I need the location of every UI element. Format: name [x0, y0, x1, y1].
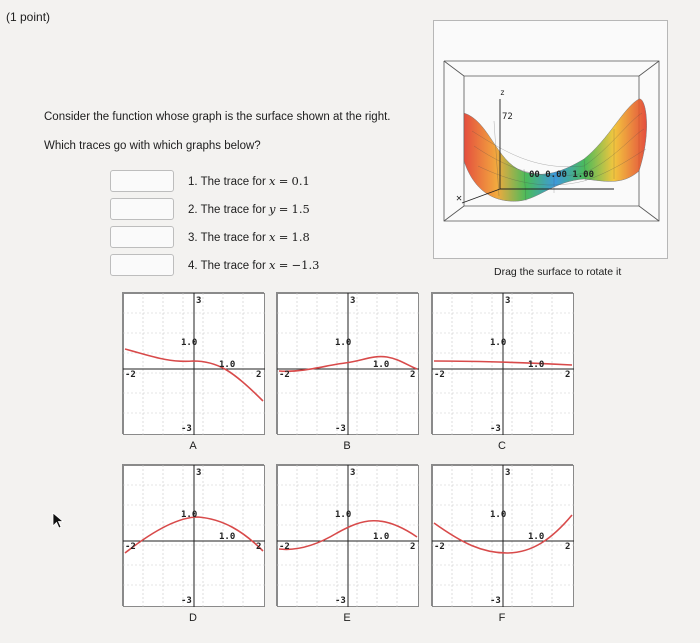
answer-input-4[interactable] — [110, 254, 174, 276]
tick-bottom: -3 — [490, 596, 501, 606]
graph-c — [431, 292, 575, 452]
tick-y-mid: 1.0 — [335, 510, 352, 520]
tick-x-max: 2 — [565, 370, 571, 380]
tick-x-max: 2 — [410, 370, 416, 380]
trace-plot — [432, 293, 574, 435]
trace-label-3: 3. The trace for x = 1.8 — [188, 230, 310, 244]
graph-frame — [276, 292, 418, 434]
tick-x-max: 2 — [256, 542, 262, 552]
z-axis-value: 72 — [502, 112, 513, 122]
tick-y-mid: 1.0 — [335, 338, 352, 348]
tick-x-max: 2 — [410, 542, 416, 552]
match-row-1 — [110, 168, 310, 194]
graph-f — [431, 464, 575, 624]
tick-bottom: -3 — [335, 596, 346, 606]
tick-top: 3 — [196, 468, 202, 478]
mouse-pointer-icon — [52, 512, 66, 535]
graph-b — [276, 292, 420, 452]
tick-x-min: -2 — [434, 542, 445, 552]
trace-plot — [123, 465, 265, 607]
points-label: (1 point) — [6, 10, 51, 24]
answer-input-2[interactable] — [110, 198, 174, 220]
tick-x-min: -2 — [125, 370, 136, 380]
tick-y-mid: 1.0 — [490, 338, 507, 348]
tick-x-min: -2 — [125, 542, 136, 552]
tick-x-min: -2 — [279, 542, 290, 552]
x-axis-marker: ✕ — [456, 193, 463, 204]
tick-bottom: -3 — [490, 424, 501, 434]
tick-x-max: 2 — [256, 370, 262, 380]
tick-x-right: 1.0 — [528, 532, 545, 542]
match-row-4 — [110, 252, 319, 278]
surface-plot[interactable] — [434, 21, 667, 258]
graph-frame — [122, 464, 264, 606]
graph-letter: E — [343, 612, 351, 624]
z-axis-label: z — [500, 88, 505, 97]
problem-statement: Consider the function whose graph is the surface shown at the right. — [44, 111, 391, 123]
drag-instruction: Drag the surface to rotate it — [494, 266, 622, 278]
tick-y-mid: 1.0 — [181, 510, 198, 520]
graph-frame — [431, 464, 573, 606]
axis-values: 00 0.00 1.00 — [529, 170, 595, 180]
tick-x-right: 1.0 — [528, 360, 545, 370]
trace-label-2: 2. The trace for y = 1.5 — [188, 202, 310, 216]
graph-frame — [276, 464, 418, 606]
trace-label-1: 1. The trace for x = 0.1 — [188, 174, 310, 188]
graph-letter: B — [343, 440, 351, 452]
trace-label-4: 4. The trace for x = −1.3 — [188, 258, 320, 272]
tick-top: 3 — [196, 296, 202, 306]
tick-bottom: -3 — [181, 424, 192, 434]
tick-bottom: -3 — [335, 424, 346, 434]
tick-x-min: -2 — [434, 370, 445, 380]
tick-y-mid: 1.0 — [490, 510, 507, 520]
graph-a — [122, 292, 266, 452]
graph-frame — [122, 292, 264, 434]
trace-plot — [277, 465, 419, 607]
trace-plot — [432, 465, 574, 607]
tick-x-right: 1.0 — [373, 360, 390, 370]
trace-plot — [123, 293, 265, 435]
graph-letter: C — [498, 440, 506, 452]
surface-viewer[interactable] — [433, 20, 668, 259]
trace-plot — [277, 293, 419, 435]
tick-y-mid: 1.0 — [181, 338, 198, 348]
tick-x-right: 1.0 — [219, 532, 236, 542]
tick-x-min: -2 — [279, 370, 290, 380]
surface-mesh — [464, 99, 647, 201]
graph-e — [276, 464, 420, 624]
graph-letter: A — [189, 440, 197, 452]
answer-input-1[interactable] — [110, 170, 174, 192]
match-row-3 — [110, 224, 310, 250]
tick-x-max: 2 — [565, 542, 571, 552]
match-row-2 — [110, 196, 310, 222]
graph-frame — [431, 292, 573, 434]
tick-top: 3 — [505, 296, 511, 306]
graph-d — [122, 464, 266, 624]
problem-question: Which traces go with which graphs below? — [44, 140, 261, 152]
graph-letter: D — [189, 612, 197, 624]
tick-top: 3 — [505, 468, 511, 478]
tick-bottom: -3 — [181, 596, 192, 606]
tick-x-right: 1.0 — [373, 532, 390, 542]
tick-top: 3 — [350, 468, 356, 478]
tick-top: 3 — [350, 296, 356, 306]
tick-x-right: 1.0 — [219, 360, 236, 370]
graph-letter: F — [498, 612, 506, 624]
answer-input-3[interactable] — [110, 226, 174, 248]
